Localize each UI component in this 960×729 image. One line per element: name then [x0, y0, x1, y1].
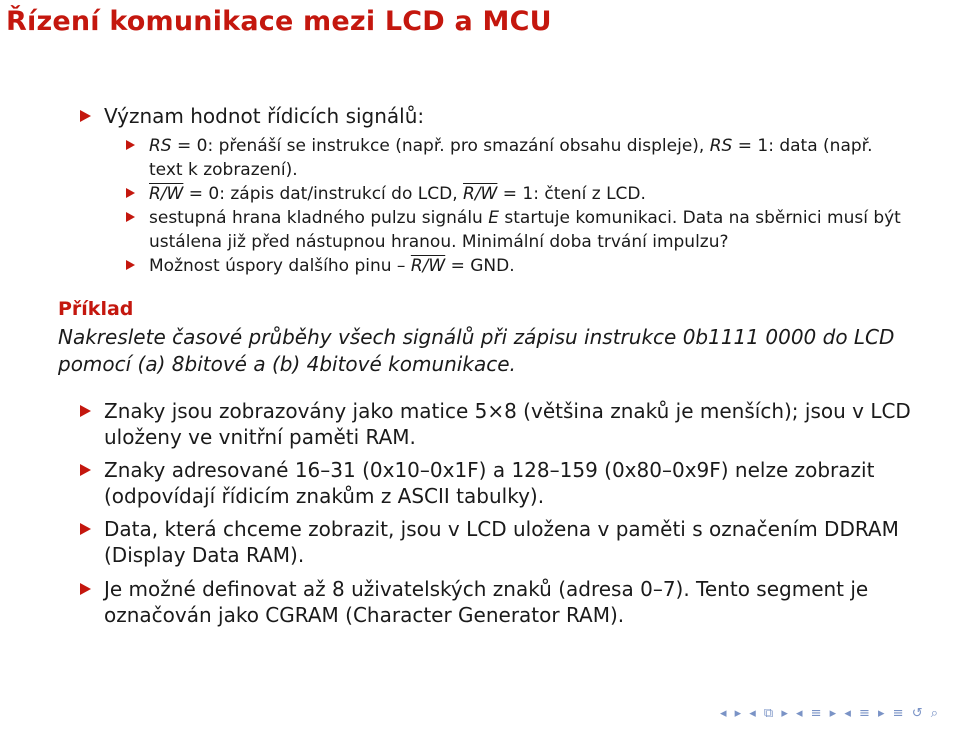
triangle-bullet-icon [80, 110, 91, 122]
triangle-bullet-icon [80, 523, 91, 535]
list-item-text: Znaky adresované 16–31 (0x10–0x1F) a 128–159 (0x80–0x9F) nelze zobrazit (odpovídají řídicím znakům z ASCII tabulky). [104, 458, 875, 508]
signal-item-rs [126, 134, 906, 182]
list-item-text: Znaky jsou zobrazovány jako matice 5×8 (většina znaků je menších); jsou v LCD uloženy ve vnitřní paměti RAM. [104, 399, 911, 449]
signal-text: sestupná hrana kladného pulzu signálu [149, 208, 489, 228]
slide-title: Řízení komunikace mezi LCD a MCU [6, 6, 552, 37]
signal-item-rw [126, 182, 906, 206]
triangle-bullet-icon [126, 140, 135, 150]
example-title: Příklad [58, 298, 134, 320]
triangle-bullet-icon [80, 464, 91, 476]
signal-var: R/W [410, 256, 446, 276]
triangle-bullet-icon [126, 212, 135, 222]
list-item [80, 516, 940, 568]
signal-text: = 0: přenáší se instrukce (např. pro smazání obsahu displeje), [171, 136, 710, 156]
signal-var: RS [149, 136, 172, 156]
triangle-bullet-icon [126, 188, 135, 198]
beamer-navigation-icons[interactable]: ◂ ▸ ◂ ⧉ ▸ ◂ ≡ ▸ ◂ ≡ ▸ ≡ ↺ ⌕ [719, 706, 940, 721]
signal-text: Možnost úspory dalšího pinu – [149, 256, 411, 276]
triangle-bullet-icon [80, 405, 91, 417]
list-item [80, 576, 940, 628]
signal-text: startuje komunikaci. Data na sběrnici musí být ustálena již před nástupnou hranou. Minimální doba trvání impulzu? [149, 208, 901, 252]
signal-var: R/W [149, 184, 184, 204]
signal-text: = 1: čtení z LCD. [497, 184, 646, 204]
triangle-bullet-icon [126, 260, 135, 270]
example-body: Nakreslete časové průběhy všech signálů při zápisu instrukce 0b1111 0000 do LCD pomocí (a) 8bitové a (b) 4bitové komunikace. [58, 325, 895, 376]
signal-item-edge [126, 206, 906, 254]
list-item-text: Data, která chceme zobrazit, jsou v LCD uložena v paměti s označením DDRAM (Display Data RAM). [104, 517, 899, 567]
signal-text: = GND. [445, 256, 515, 276]
list-item [80, 457, 940, 509]
signal-text: = 0: zápis dat/instrukcí do LCD, [183, 184, 464, 204]
signal-item-gnd [126, 254, 906, 278]
list-item [80, 398, 940, 450]
signal-var: E [488, 208, 499, 228]
signal-text: = 1: data (např. text k zobrazení). [149, 136, 873, 180]
signal-var: R/W [463, 184, 498, 204]
signal-var: RS [709, 136, 733, 156]
triangle-bullet-icon [80, 583, 91, 595]
section-heading: Význam hodnot řídicích signálů: [104, 104, 425, 128]
list-item-text: Je možné definovat až 8 uživatelských znaků (adresa 0–7). Tento segment je označován jako CGRAM (Character Generator RAM). [104, 577, 869, 627]
